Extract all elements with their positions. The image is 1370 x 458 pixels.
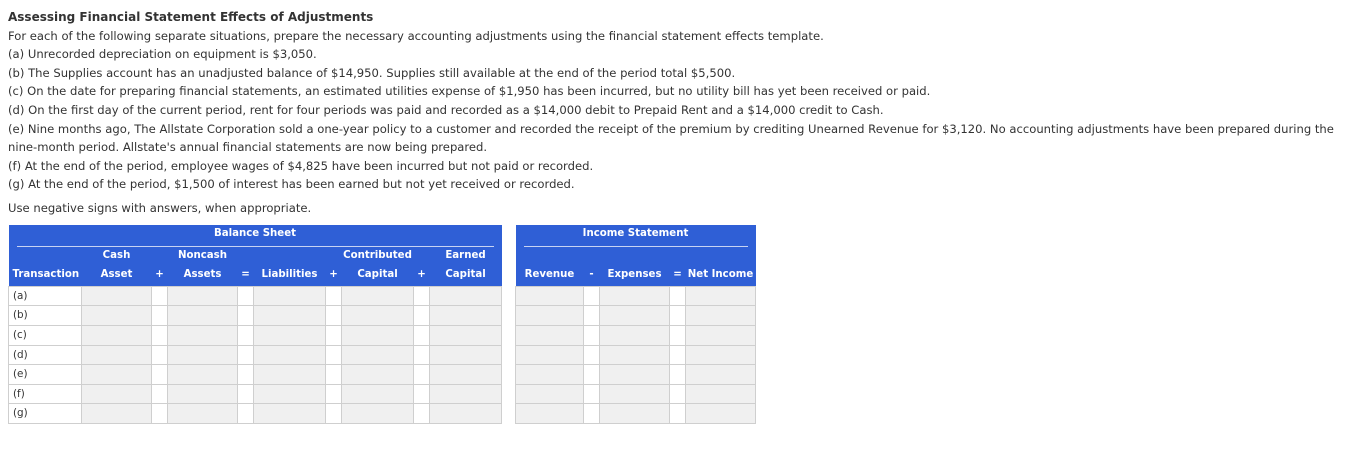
col-earned-bottom: Capital <box>430 266 502 287</box>
operator-spacer-cell <box>326 306 342 326</box>
net-income-input[interactable] <box>686 384 756 404</box>
noncash-assets-input[interactable] <box>168 306 238 326</box>
operator-spacer-cell <box>670 384 686 404</box>
situation-d: (d) On the first day of the current period, rent for four periods was paid and recorded as a $14,000 debit to Prepaid Rent and a $14,000 credit to Cash. <box>8 102 884 117</box>
operator-spacer-cell <box>152 404 168 424</box>
column-gap <box>502 365 516 385</box>
column-gap <box>502 286 516 306</box>
situation-e: (e) Nine months ago, The Allstate Corporation sold a one-year policy to a customer and recorded the receipt of the premium by crediting Unearned Revenue for $3,120. No accounting adjustments have been prepared during the nine-month period. Allstate's annual financial statements are now being prepared. <box>8 121 1334 155</box>
column-gap <box>502 404 516 424</box>
operator-spacer-cell <box>238 325 254 345</box>
noncash-assets-input[interactable] <box>168 325 238 345</box>
balance-sheet-header: Balance Sheet <box>9 225 502 248</box>
column-gap <box>502 384 516 404</box>
revenue-input[interactable] <box>516 325 584 345</box>
cash-asset-input[interactable] <box>82 404 152 424</box>
earned-capital-input[interactable] <box>430 325 502 345</box>
earned-capital-input[interactable] <box>430 345 502 365</box>
operator-spacer-cell <box>238 286 254 306</box>
expenses-input[interactable] <box>600 384 670 404</box>
liabilities-input[interactable] <box>254 404 326 424</box>
column-gap <box>502 306 516 326</box>
earned-capital-input[interactable] <box>430 384 502 404</box>
operator-spacer-cell <box>414 345 430 365</box>
cash-asset-input[interactable] <box>82 365 152 385</box>
contributed-capital-input[interactable] <box>342 384 414 404</box>
noncash-assets-input[interactable] <box>168 404 238 424</box>
operator-spacer-cell <box>326 404 342 424</box>
expenses-input[interactable] <box>600 325 670 345</box>
operator-spacer-cell <box>670 345 686 365</box>
net-income-input[interactable] <box>686 306 756 326</box>
liabilities-input[interactable] <box>254 325 326 345</box>
row-label: (e) <box>9 365 82 385</box>
situation-b: (b) The Supplies account has an unadjusted balance of $14,950. Supplies still available at the end of the period total $5,500. <box>8 65 736 80</box>
contributed-capital-input[interactable] <box>342 306 414 326</box>
operator-spacer-cell <box>584 404 600 424</box>
table-row <box>9 365 756 385</box>
revenue-input[interactable] <box>516 345 584 365</box>
contributed-capital-input[interactable] <box>342 286 414 306</box>
revenue-input[interactable] <box>516 384 584 404</box>
operator-spacer-cell <box>670 306 686 326</box>
cash-asset-input[interactable] <box>82 325 152 345</box>
col-transaction: Transaction <box>9 266 82 287</box>
col-noncash-top: Noncash <box>168 247 238 266</box>
situation-g: (g) At the end of the period, $1,500 of interest has been earned but not yet received or recorded. <box>8 177 575 192</box>
row-label: (c) <box>9 325 82 345</box>
op-plus-3: + <box>414 266 430 287</box>
instruction-text: Use negative signs with answers, when appropriate. <box>8 200 312 215</box>
situation-a: (a) Unrecorded depreciation on equipment is $3,050. <box>8 47 317 62</box>
earned-capital-input[interactable] <box>430 286 502 306</box>
row-label: (f) <box>9 384 82 404</box>
operator-spacer-cell <box>414 404 430 424</box>
operator-spacer-cell <box>326 384 342 404</box>
operator-spacer-cell <box>152 345 168 365</box>
net-income-input[interactable] <box>686 365 756 385</box>
operator-spacer-cell <box>414 306 430 326</box>
column-gap <box>502 345 516 365</box>
earned-capital-input[interactable] <box>430 404 502 424</box>
operator-spacer-cell <box>414 286 430 306</box>
op-equals-2: = <box>670 266 686 287</box>
problem-intro: For each of the following separate situations, prepare the necessary accounting adjustments using the financial statement effects template. <box>8 28 824 43</box>
row-label: (g) <box>9 404 82 424</box>
table-row <box>9 325 756 345</box>
expenses-input[interactable] <box>600 286 670 306</box>
operator-spacer-cell <box>152 306 168 326</box>
cash-asset-input[interactable] <box>82 306 152 326</box>
col-contributed-top: Contributed <box>342 247 414 266</box>
row-label: (a) <box>9 286 82 306</box>
op-plus-2: + <box>326 266 342 287</box>
col-expenses: Expenses <box>600 266 670 287</box>
cash-asset-input[interactable] <box>82 286 152 306</box>
problem-title: Assessing Financial Statement Effects of Adjustments <box>8 10 374 24</box>
operator-spacer-cell <box>238 345 254 365</box>
liabilities-input[interactable] <box>254 365 326 385</box>
net-income-input[interactable] <box>686 325 756 345</box>
col-earned-top: Earned <box>430 247 502 266</box>
expenses-input[interactable] <box>600 306 670 326</box>
noncash-assets-input[interactable] <box>168 384 238 404</box>
operator-spacer-cell <box>326 345 342 365</box>
col-net-income: Net Income <box>686 266 756 287</box>
operator-spacer-cell <box>152 384 168 404</box>
noncash-assets-input[interactable] <box>168 286 238 306</box>
op-equals-1: = <box>238 266 254 287</box>
earned-capital-input[interactable] <box>430 306 502 326</box>
operator-spacer-cell <box>326 286 342 306</box>
row-label: (d) <box>9 345 82 365</box>
col-noncash-bottom: Assets <box>168 266 238 287</box>
liabilities-input[interactable] <box>254 306 326 326</box>
revenue-input[interactable] <box>516 306 584 326</box>
table-row <box>9 306 756 326</box>
table-row <box>9 404 756 424</box>
cash-asset-input[interactable] <box>82 384 152 404</box>
contributed-capital-input[interactable] <box>342 345 414 365</box>
operator-spacer-cell <box>414 325 430 345</box>
row-label: (b) <box>9 306 82 326</box>
situation-c: (c) On the date for preparing financial statements, an estimated utilities expense of $1,950 has been incurred, but no utility bill has yet been received or paid. <box>8 84 931 99</box>
operator-spacer-cell <box>584 384 600 404</box>
expenses-input[interactable] <box>600 365 670 385</box>
operator-spacer-cell <box>152 365 168 385</box>
effects-template-table <box>8 225 756 424</box>
noncash-assets-input[interactable] <box>168 365 238 385</box>
operator-spacer-cell <box>670 286 686 306</box>
operator-spacer-cell <box>584 306 600 326</box>
liabilities-input[interactable] <box>254 286 326 306</box>
operator-spacer-cell <box>238 306 254 326</box>
cash-asset-input[interactable] <box>82 345 152 365</box>
col-revenue: Revenue <box>516 266 584 287</box>
op-minus: - <box>584 266 600 287</box>
operator-spacer-cell <box>238 384 254 404</box>
operator-spacer-cell <box>670 325 686 345</box>
table-row <box>9 384 756 404</box>
net-income-input[interactable] <box>686 404 756 424</box>
liabilities-input[interactable] <box>254 384 326 404</box>
revenue-input[interactable] <box>516 404 584 424</box>
situation-f: (f) At the end of the period, employee wages of $4,825 have been incurred but not paid or recorded. <box>8 158 594 173</box>
column-gap <box>502 325 516 345</box>
col-cash-bottom: Asset <box>82 266 152 287</box>
operator-spacer-cell <box>670 365 686 385</box>
revenue-input[interactable] <box>516 286 584 306</box>
table-row <box>9 345 756 365</box>
operator-spacer-cell <box>326 365 342 385</box>
contributed-capital-input[interactable] <box>342 365 414 385</box>
operator-spacer-cell <box>584 286 600 306</box>
operator-spacer-cell <box>152 286 168 306</box>
contributed-capital-input[interactable] <box>342 404 414 424</box>
revenue-input[interactable] <box>516 365 584 385</box>
operator-spacer-cell <box>414 365 430 385</box>
liabilities-input[interactable] <box>254 345 326 365</box>
operator-spacer-cell <box>670 404 686 424</box>
col-liabilities: Liabilities <box>254 266 326 287</box>
operator-spacer-cell <box>238 365 254 385</box>
table-row <box>9 286 756 306</box>
operator-spacer-cell <box>584 365 600 385</box>
operator-spacer-cell <box>152 325 168 345</box>
operator-spacer-cell <box>414 384 430 404</box>
contributed-capital-input[interactable] <box>342 325 414 345</box>
op-plus-1: + <box>152 266 168 287</box>
operator-spacer-cell <box>238 404 254 424</box>
col-cash-top: Cash <box>82 247 152 266</box>
earned-capital-input[interactable] <box>430 365 502 385</box>
expenses-input[interactable] <box>600 345 670 365</box>
net-income-input[interactable] <box>686 345 756 365</box>
operator-spacer-cell <box>584 325 600 345</box>
expenses-input[interactable] <box>600 404 670 424</box>
operator-spacer-cell <box>326 325 342 345</box>
operator-spacer-cell <box>584 345 600 365</box>
col-contributed-bottom: Capital <box>342 266 414 287</box>
net-income-input[interactable] <box>686 286 756 306</box>
noncash-assets-input[interactable] <box>168 345 238 365</box>
income-statement-header: Income Statement <box>516 225 756 248</box>
